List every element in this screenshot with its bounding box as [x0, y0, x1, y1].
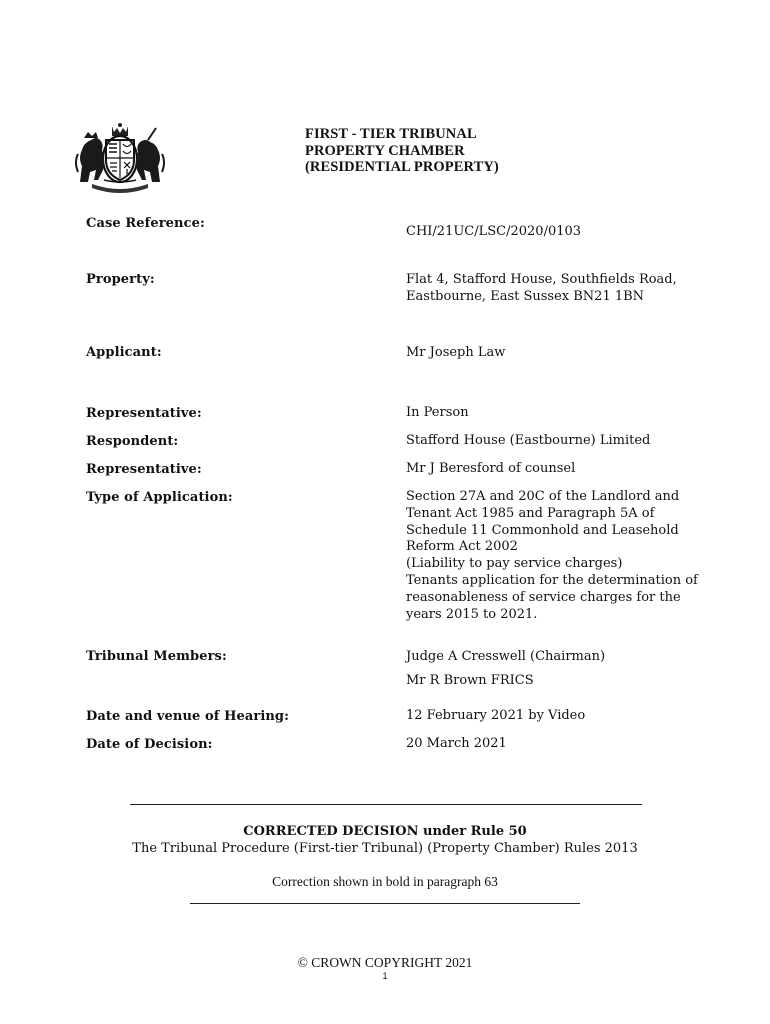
header-line-3: (RESIDENTIAL PROPERTY) — [305, 159, 499, 175]
tribunal-header — [305, 126, 499, 176]
respondent-value — [406, 433, 746, 450]
representative-label: Representative: — [86, 406, 202, 421]
case-reference-text: CHI/21UC/LSC/2020/0103 — [406, 224, 582, 239]
application-line-2: Tenant Act 1985 and Paragraph 5A of — [406, 505, 655, 521]
applicant-value — [406, 345, 746, 362]
crown-copyright: © CROWN COPYRIGHT 2021 — [297, 955, 473, 970]
header-line-2: PROPERTY CHAMBER — [305, 142, 465, 159]
corrected-decision-title: CORRECTED DECISION under Rule 50 — [243, 824, 527, 839]
tribunal-members-value — [406, 649, 746, 690]
respondent-representative-value — [406, 461, 746, 478]
header-line-1: FIRST - TIER TRIBUNAL — [305, 126, 477, 142]
hearing-date-value — [406, 708, 746, 725]
property-value — [406, 272, 746, 306]
royal-coat-of-arms-icon — [74, 122, 166, 194]
respondent-representative-label: Representative: — [86, 462, 202, 477]
application-line-1: Section 27A and 20C of the Landlord and — [406, 489, 680, 504]
respondent-text: Stafford House (Eastbourne) Limited — [406, 433, 651, 448]
application-line-8: years 2015 to 2021. — [406, 606, 538, 622]
type-of-application-label: Type of Application: — [86, 490, 233, 505]
hearing-date-text: 12 February 2021 by Video — [406, 708, 586, 723]
case-reference-label: Case Reference: — [86, 216, 205, 231]
tribunal-members-label: Tribunal Members: — [86, 649, 227, 664]
decision-date-label: Date of Decision: — [86, 737, 213, 752]
page-number: 1 — [382, 971, 388, 981]
tribunal-member-1: Judge A Cresswell (Chairman) — [406, 649, 606, 664]
type-of-application-value — [406, 489, 746, 623]
case-reference-value — [406, 224, 746, 241]
representative-text: In Person — [406, 405, 469, 420]
hearing-date-label: Date and venue of Hearing: — [86, 709, 290, 724]
applicant-label: Applicant: — [86, 345, 162, 360]
property-label: Property: — [86, 272, 155, 287]
application-line-4: Reform Act 2002 — [406, 539, 518, 555]
correction-note: Correction shown in bold in paragraph 63 — [272, 874, 498, 889]
property-line-1: Flat 4, Stafford House, Southfields Road, — [406, 272, 677, 287]
decision-date-value — [406, 736, 746, 753]
divider-top — [130, 804, 642, 805]
respondent-label: Respondent: — [86, 434, 179, 449]
application-line-3: Schedule 11 Commonhold and Leasehold — [406, 522, 679, 538]
application-line-6: Tenants application for the determination of — [406, 572, 698, 588]
application-line-5: (Liability to pay service charges) — [406, 556, 623, 572]
respondent-representative-text: Mr J Beresford of counsel — [406, 461, 576, 476]
tribunal-member-2: Mr R Brown FRICS — [406, 672, 534, 688]
applicant-text: Mr Joseph Law — [406, 345, 506, 360]
decision-date-text: 20 March 2021 — [406, 736, 507, 751]
corrected-decision-rules: The Tribunal Procedure (First-tier Tribunal) (Property Chamber) Rules 2013 — [132, 841, 638, 856]
divider-bottom — [190, 903, 580, 904]
representative-value — [406, 405, 746, 422]
property-line-2: Eastbourne, East Sussex BN21 1BN — [406, 288, 645, 304]
application-line-7: reasonableness of service charges for the — [406, 589, 681, 605]
